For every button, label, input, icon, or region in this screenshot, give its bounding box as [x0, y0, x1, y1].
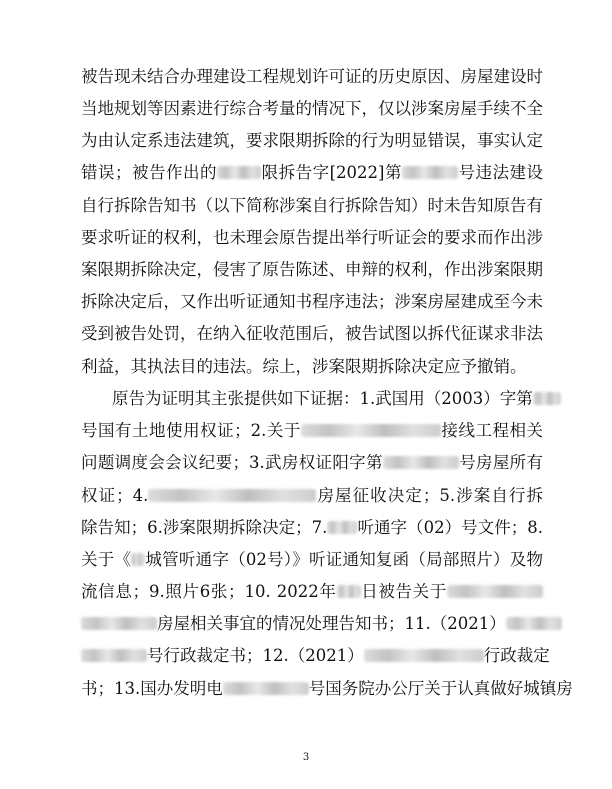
redaction-block: [81, 617, 157, 630]
line-text: 号房屋所有: [458, 453, 544, 472]
redaction-block: [327, 521, 357, 534]
line-text: 接线工程相关: [440, 421, 544, 440]
line-text: 拆除决定后，又作出听证通知书程序违法；涉案房屋建成至今未: [81, 292, 543, 311]
redaction-block: [402, 166, 458, 179]
line-text: 房屋相关事宜的情况处理告知书；11.（2021）: [157, 614, 506, 633]
redaction-block: [301, 424, 441, 437]
redaction-block: [447, 585, 543, 598]
text-line-19: [81, 646, 550, 666]
redaction-block: [217, 166, 261, 179]
line-text: 当地规划等因素进行综合考量的情况下，仅以涉案房屋手续不全: [81, 99, 543, 118]
text-line-20: [81, 679, 573, 699]
line-text: 问题调度会会议纪要；3.武房权证阳字第: [81, 453, 383, 472]
text-line-16: [81, 550, 543, 570]
line-text: 号国有土地使用权证；2.关于: [81, 421, 301, 440]
text-line-1: [81, 67, 543, 87]
line-text: 关于《: [81, 550, 132, 569]
line-text: 城管听通字（02号）》听证通知复函（局部照片）及物: [145, 550, 544, 569]
line-text: 原告为证明其主张提供如下证据：1.武国用（2003）字第: [112, 389, 533, 408]
line-text: 权证；4.: [81, 486, 149, 505]
redaction-block: [148, 489, 316, 502]
line-text: 利益，其执法目的违法。综上，涉案限期拆除决定应予撤销。: [81, 357, 527, 376]
line-text: 书；13.国办发明电: [81, 679, 223, 698]
redaction-block: [533, 392, 561, 405]
text-line-17: [81, 582, 543, 602]
redaction-block: [81, 649, 147, 662]
text-line-5: [81, 196, 543, 216]
text-line-18: [81, 614, 543, 634]
text-line-8: [81, 292, 543, 312]
redaction-block: [506, 617, 562, 630]
text-line-9: [81, 324, 543, 344]
line-text: 听通字（02）号文件；8.: [357, 518, 543, 537]
redaction-block: [383, 456, 459, 469]
text-line-11: [112, 389, 543, 409]
line-text: 案限期拆除决定，侵害了原告陈述、申辩的权利，作出涉案限期: [81, 260, 543, 279]
text-line-7: [81, 260, 543, 280]
text-line-2: [81, 99, 543, 119]
text-line-14: [81, 486, 543, 506]
line-text: 被告现未结合办理建设工程规划许可证的历史原因、房屋建设时: [81, 67, 543, 86]
line-text: 流信息；9.照片6张；10. 2022年: [81, 582, 337, 601]
line-text: 错误；被告作出的: [81, 163, 218, 182]
text-line-12: [81, 421, 543, 441]
line-text: 日被告关于: [360, 582, 448, 601]
redaction-block: [223, 682, 309, 695]
line-text: 要求听证的权利，也未理会原告提出举行听证会的要求而作出涉: [81, 228, 543, 247]
page-number: 3: [302, 752, 310, 763]
line-text: 号行政裁定书；12.（2021）: [147, 646, 364, 665]
line-text: 受到被告处罚，在纳入征收范围后，被告试图以拆代征谋求非法: [81, 324, 543, 343]
text-line-4: [81, 163, 543, 183]
line-text: 为由认定系违法建筑，要求限期拆除的行为明显错误，事实认定: [81, 131, 543, 150]
line-text: 限拆告字[2022]第: [261, 163, 402, 182]
text-line-6: [81, 228, 543, 248]
text-line-3: [81, 131, 543, 151]
line-text: 号国务院办公厅关于认真做好城镇房: [308, 679, 573, 698]
line-text: 号违法建设: [457, 163, 544, 182]
redaction-block: [364, 649, 484, 662]
text-line-15: [81, 518, 543, 538]
redaction-block: [337, 585, 361, 598]
line-text: 自行拆除告知书（以下简称涉案自行拆除告知）时未告知原告有: [81, 196, 543, 215]
line-text: 行政裁定: [483, 646, 550, 665]
text-line-13: [81, 453, 543, 473]
line-text: 除告知；6.涉案限期拆除决定；7.: [81, 518, 328, 537]
redaction-block: [131, 553, 145, 566]
line-text: 房屋征收决定；5.涉案自行拆: [316, 486, 543, 505]
text-line-10: [81, 357, 543, 377]
